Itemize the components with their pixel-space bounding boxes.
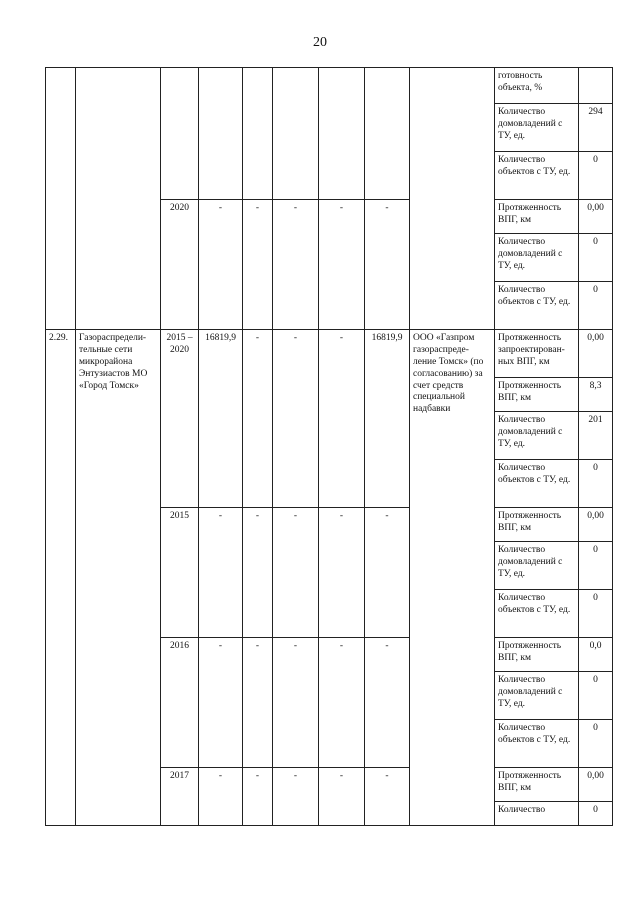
indicator-value: 0 <box>579 542 613 590</box>
indicator-value: 0,0 <box>579 638 613 672</box>
name-cell: Газораспредели-тельные сети микрорайона Энтузиастов МО «Город Томск» <box>76 330 161 826</box>
executor-cell: ООО «Газпром газораспреде-ление Томск» (по согласованию) за счет средств специальной надбавки <box>410 330 495 826</box>
value-cell: - <box>319 508 365 638</box>
executor-cell <box>410 68 495 330</box>
value-cell: - <box>319 330 365 508</box>
indicator-value: 0 <box>579 460 613 508</box>
indicator-value: 0 <box>579 720 613 768</box>
value-cell <box>365 68 410 200</box>
table-row <box>46 68 613 104</box>
value-cell: - <box>273 200 319 330</box>
period-cell: 2015 – 2020 <box>161 330 199 508</box>
value-cell: - <box>365 508 410 638</box>
value-cell: - <box>243 330 273 508</box>
indicator-cell: Количество объектов с ТУ, ед. <box>495 282 579 330</box>
indicator-value: 0 <box>579 234 613 282</box>
indicator-cell: Количество <box>495 802 579 826</box>
value-cell: - <box>243 638 273 768</box>
value-cell: - <box>319 200 365 330</box>
indicator-cell: Количество объектов с ТУ, ед. <box>495 720 579 768</box>
value-cell: - <box>199 768 243 826</box>
indicator-cell: Количество домовладений с ТУ, ед. <box>495 234 579 282</box>
year-cell: 2020 <box>161 200 199 330</box>
name-cell <box>76 68 161 330</box>
value-cell: - <box>319 768 365 826</box>
indicator-value <box>579 68 613 104</box>
value-cell: - <box>273 508 319 638</box>
num-cell <box>46 68 76 330</box>
value-cell: - <box>199 508 243 638</box>
value-cell: - <box>199 638 243 768</box>
indicator-value: 8,3 <box>579 378 613 412</box>
year-cell: 2015 <box>161 508 199 638</box>
year-cell: 2016 <box>161 638 199 768</box>
value-cell <box>199 68 243 200</box>
period-cell <box>161 68 199 200</box>
indicator-cell: Протяженность ВПГ, км <box>495 200 579 234</box>
value-cell: - <box>319 638 365 768</box>
program-table <box>45 67 613 826</box>
indicator-cell: готовность объекта, % <box>495 68 579 104</box>
indicator-value: 0 <box>579 590 613 638</box>
indicator-value: 0,00 <box>579 508 613 542</box>
indicator-cell: Количество объектов с ТУ, ед. <box>495 590 579 638</box>
indicator-cell: Количество домовладений с ТУ, ед. <box>495 672 579 720</box>
indicator-value: 0,00 <box>579 330 613 378</box>
indicator-cell: Протяженность ВПГ, км <box>495 378 579 412</box>
indicator-cell: Количество домовладений с ТУ, ед. <box>495 104 579 152</box>
indicator-value: 294 <box>579 104 613 152</box>
indicator-cell: Количество объектов с ТУ, ед. <box>495 152 579 200</box>
indicator-value: 0,00 <box>579 200 613 234</box>
indicator-cell: Количество объектов с ТУ, ед. <box>495 460 579 508</box>
value-cell: - <box>365 200 410 330</box>
indicator-cell: Протяженность ВПГ, км <box>495 508 579 542</box>
value-cell: - <box>199 200 243 330</box>
indicator-value: 0 <box>579 672 613 720</box>
value-cell: - <box>243 768 273 826</box>
value-cell: - <box>365 638 410 768</box>
indicator-cell: Количество домовладений с ТУ, ед. <box>495 412 579 460</box>
num-cell: 2.29. <box>46 330 76 826</box>
indicator-value: 0 <box>579 802 613 826</box>
value-cell: - <box>243 200 273 330</box>
value-cell: 16819,9 <box>199 330 243 508</box>
indicator-cell: Количество домовладений с ТУ, ед. <box>495 542 579 590</box>
indicator-value: 201 <box>579 412 613 460</box>
table-row <box>46 330 613 378</box>
value-cell: - <box>243 508 273 638</box>
value-cell <box>273 68 319 200</box>
value-cell <box>243 68 273 200</box>
value-cell: - <box>273 638 319 768</box>
value-cell <box>319 68 365 200</box>
page-number: 20 <box>313 35 327 50</box>
indicator-value: 0,00 <box>579 768 613 802</box>
value-cell: - <box>365 768 410 826</box>
year-cell: 2017 <box>161 768 199 826</box>
indicator-cell: Протяженность ВПГ, км <box>495 768 579 802</box>
value-cell: - <box>273 768 319 826</box>
indicator-cell: Протяженность ВПГ, км <box>495 638 579 672</box>
indicator-cell: Протяженность запроектирован-ных ВПГ, км <box>495 330 579 378</box>
indicator-value: 0 <box>579 152 613 200</box>
indicator-value: 0 <box>579 282 613 330</box>
value-cell: 16819,9 <box>365 330 410 508</box>
value-cell: - <box>273 330 319 508</box>
